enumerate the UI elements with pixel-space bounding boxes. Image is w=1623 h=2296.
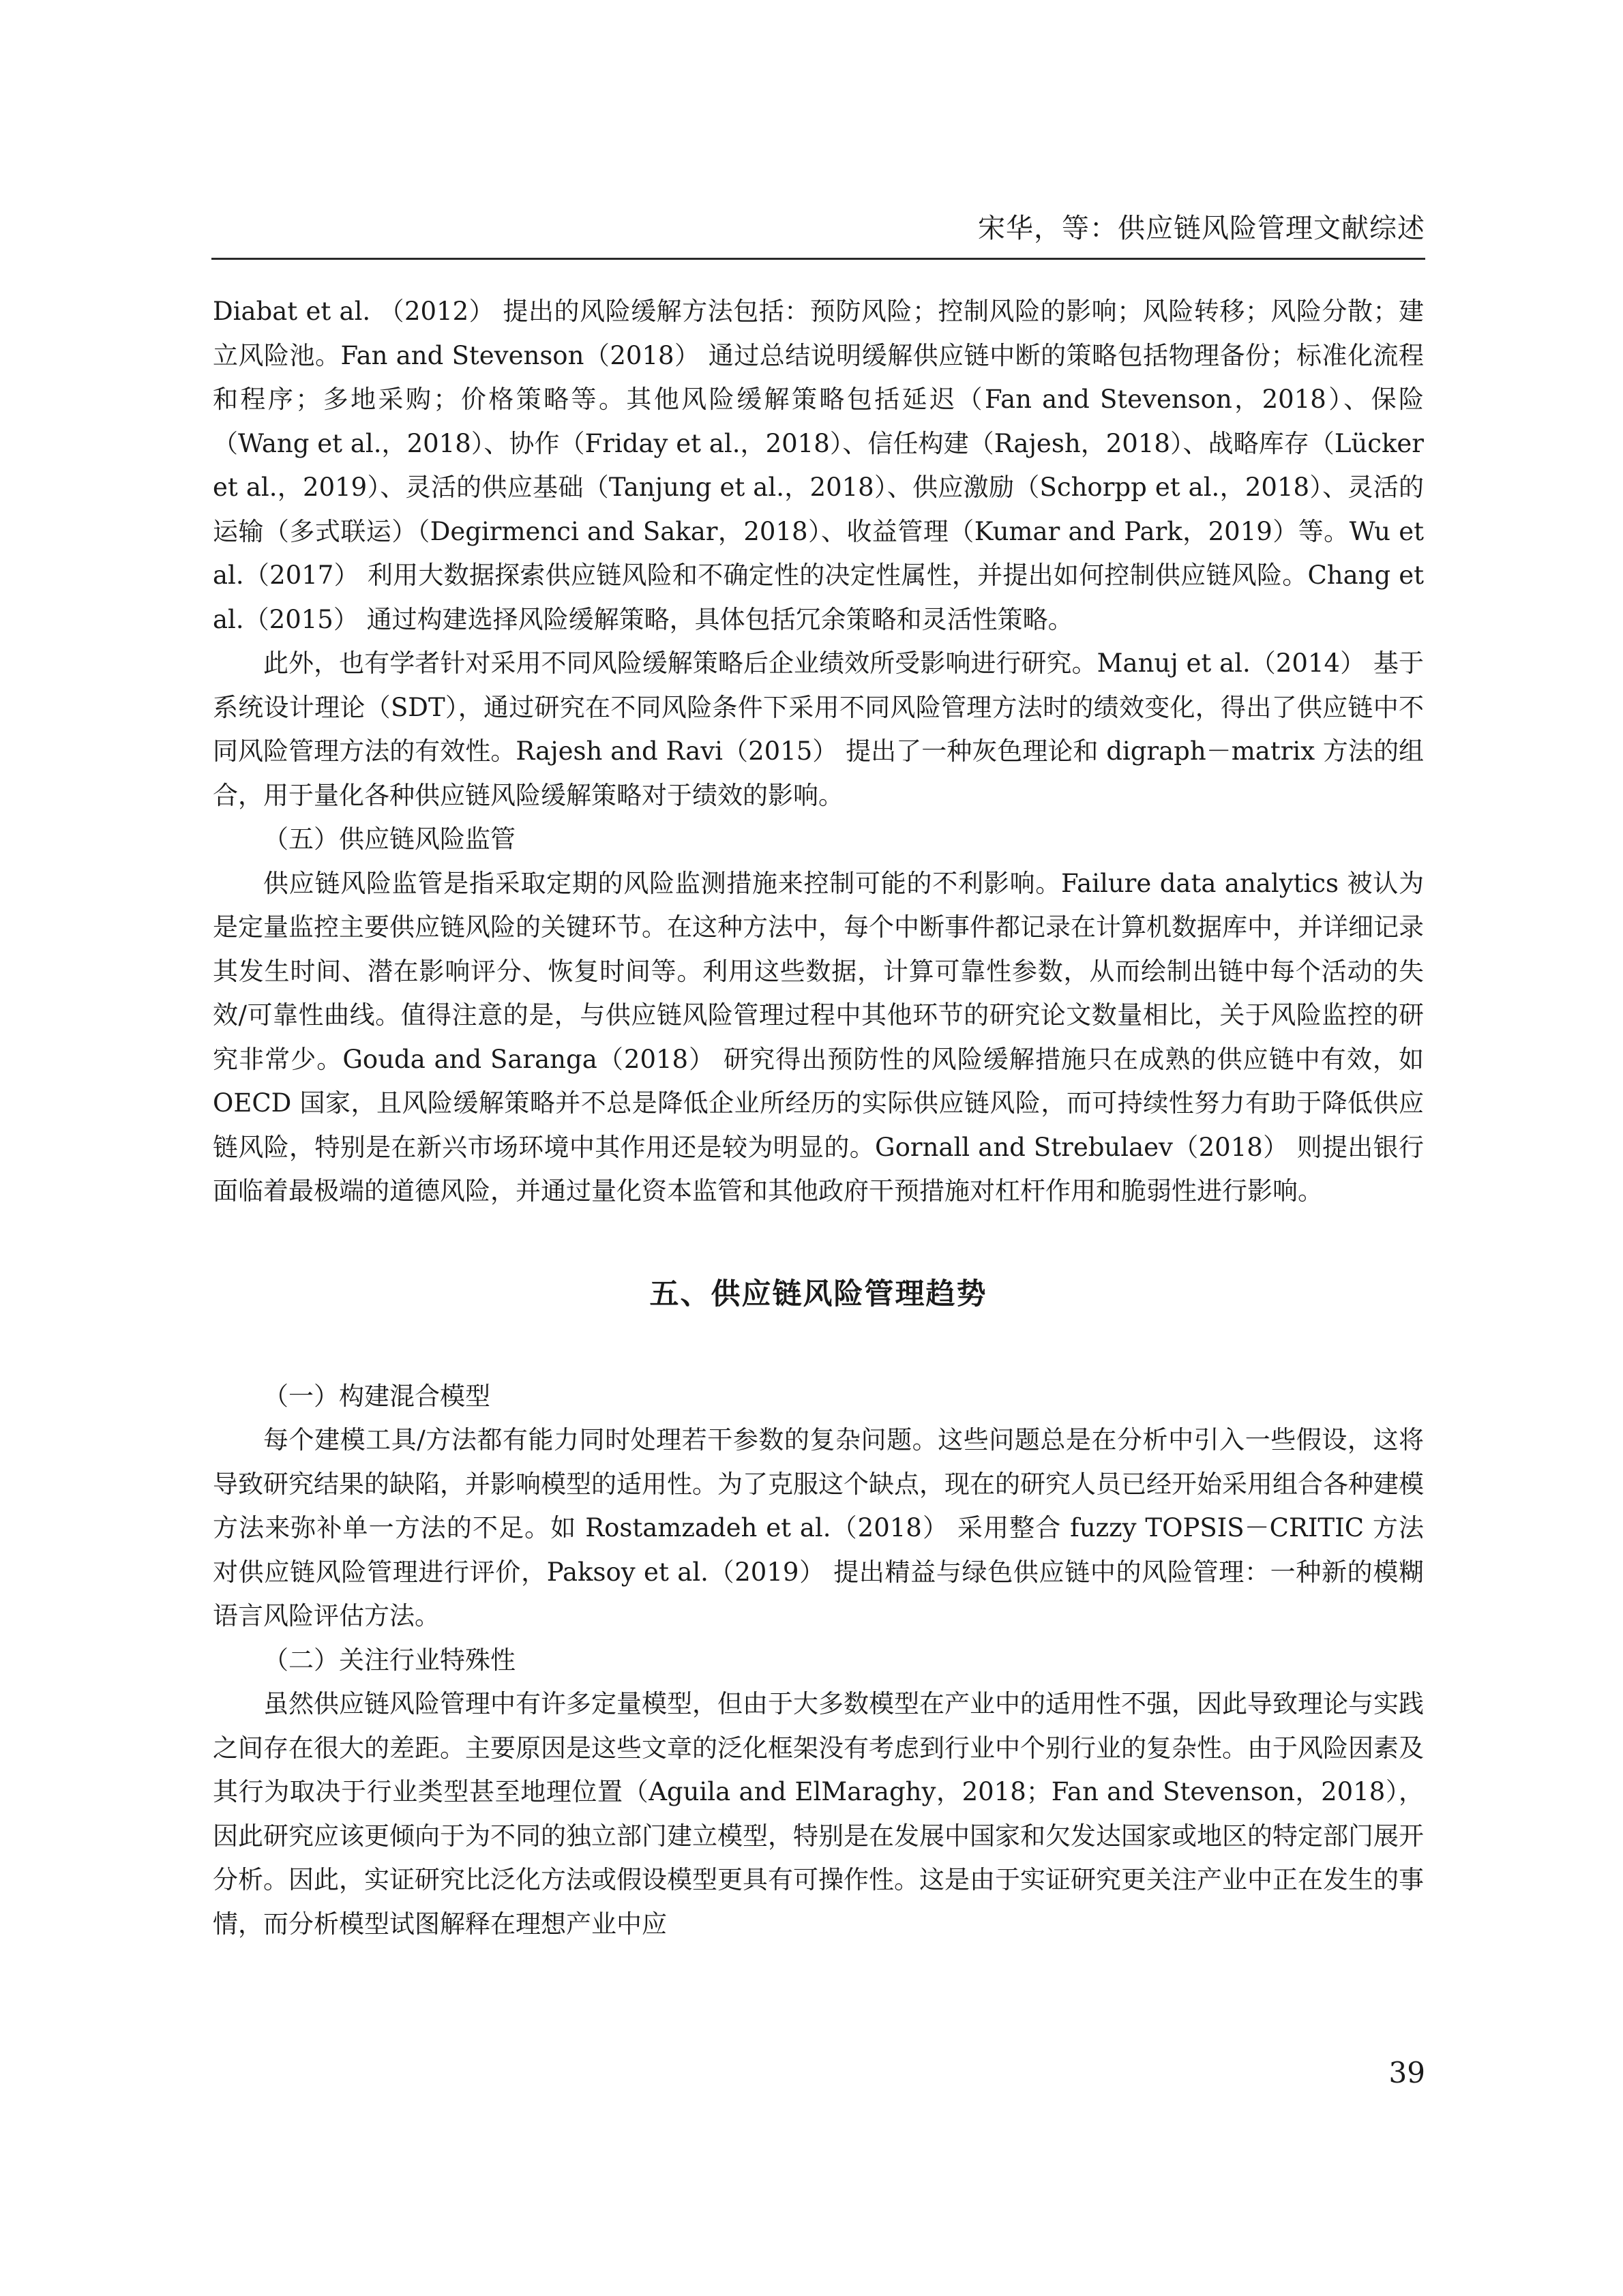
subheading-risk-monitoring: （五）供应链风险监管 xyxy=(263,824,516,854)
header-rule xyxy=(211,258,1425,260)
paragraph-risk-monitoring: 供应链风险监管是指采取定期的风险监测措施来控制可能的不利影响。Failure data analytics 被认为是定量监控主要供应链风险的关键环节。在这种方法中，每个中断事件都记录在计算机数据库中，并详细记录其发生时间、潜在影响评分、恢复时间等。利用这些数据，计算可靠性参数，从而绘制出链中每个活动的失效/可靠性曲线。值得注意的是，与供应链风险管理过程中其他环节的研究论文数量相比，关于风险监控的研究非常少。Gouda and Saranga（2018） 研究得出预防性的风险缓解措施只在成熟的供应链中有效，如 OECD 国家，且风险缓解策略并不总是降低企业所经历的实际供应链风险，而可持续性努力有助于降低供应链风险，特别是在新兴市场环境中其作用还是较为明显的。Gornall and Strebulaev（2018） 则提出银行面临着最极端的道德风险，并通过量化资本监管和其他政府干预措施对杠杆作用和脆弱性进行影响。 xyxy=(213,868,1424,1206)
running-header: 宋华，等：供应链风险管理文献综述 xyxy=(978,213,1425,244)
paragraph-risk-mitigation-methods: Diabat et al. （2012） 提出的风险缓解方法包括：预防风险；控制风险的影响；风险转移；风险分散；建立风险池。Fan and Stevenson（2018） 通过总结说明缓解供应链中断的策略包括物理备份；标准化流程和程序；多地采购；价格策略等。其他风险缓解策略包括延迟（Fan and Stevenson，2018）、保险（Wang et al.，2018）、协作（Friday et al.，2018）、信任构建（Rajesh，2018）、战略库存（Lücker et al.，2019）、灵活的供应基础（Tanjung et al.，2018）、供应激励（Schorpp et al.，2018）、灵活的运输（多式联运）（Degirmenci and Sakar，2018）、收益管理（Kumar and Park，2019）等。Wu et al.（2017） 利用大数据探索供应链风险和不确定性的决定性属性，并提出如何控制供应链风险。Chang et al.（2015） 通过构建选择风险缓解策略，具体包括冗余策略和灵活性策略。 xyxy=(213,297,1424,634)
body-text xyxy=(213,290,1424,1946)
paragraph-industry-specificity: 虽然供应链风险管理中有许多定量模型，但由于大多数模型在产业中的适用性不强，因此导致理论与实践之间存在很大的差距。主要原因是这些文章的泛化框架没有考虑到行业中个别行业的复杂性。由于风险因素及其行为取决于行业类型甚至地理位置（Aguila and ElMaraghy，2018；Fan and Stevenson，2018），因此研究应该更倾向于为不同的独立部门建立模型，特别是在发展中国家和欠发达国家或地区的特定部门展开分析。因此，实证研究比泛化方法或假设模型更具有可操作性。这是由于实证研究更关注产业中正在发生的事情，而分析模型试图解释在理想产业中应 xyxy=(213,1689,1424,1939)
paragraph-mitigation-performance: 此外，也有学者针对采用不同风险缓解策略后企业绩效所受影响进行研究。Manuj et al.（2014） 基于系统设计理论（SDT），通过研究在不同风险条件下采用不同风险管理方法时的绩效变化，得出了供应链中不同风险管理方法的有效性。Rajesh and Ravi（2015） 提出了一种灰色理论和 digraph－matrix 方法的组合，用于量化各种供应链风险缓解策略对于绩效的影响。 xyxy=(213,648,1424,810)
section-title: 五、供应链风险管理趋势 xyxy=(649,1277,987,1311)
subheading-industry-specificity: （二）关注行业特殊性 xyxy=(263,1645,516,1675)
subheading-hybrid-models: （一）构建混合模型 xyxy=(263,1381,490,1411)
paragraph-hybrid-models: 每个建模工具/方法都有能力同时处理若干参数的复杂问题。这些问题总是在分析中引入一些假设，这将导致研究结果的缺陷，并影响模型的适用性。为了克服这个缺点，现在的研究人员已经开始采用组合各种建模方法来弥补单一方法的不足。如 Rostamzadeh et al.（2018） 采用整合 fuzzy TOPSIS－CRITIC 方法对供应链风险管理进行评价，Paksoy et al.（2019） 提出精益与绿色供应链中的风险管理：一种新的模糊语言风险评估方法。 xyxy=(213,1425,1424,1630)
page-number: 39 xyxy=(1388,2056,1425,2089)
